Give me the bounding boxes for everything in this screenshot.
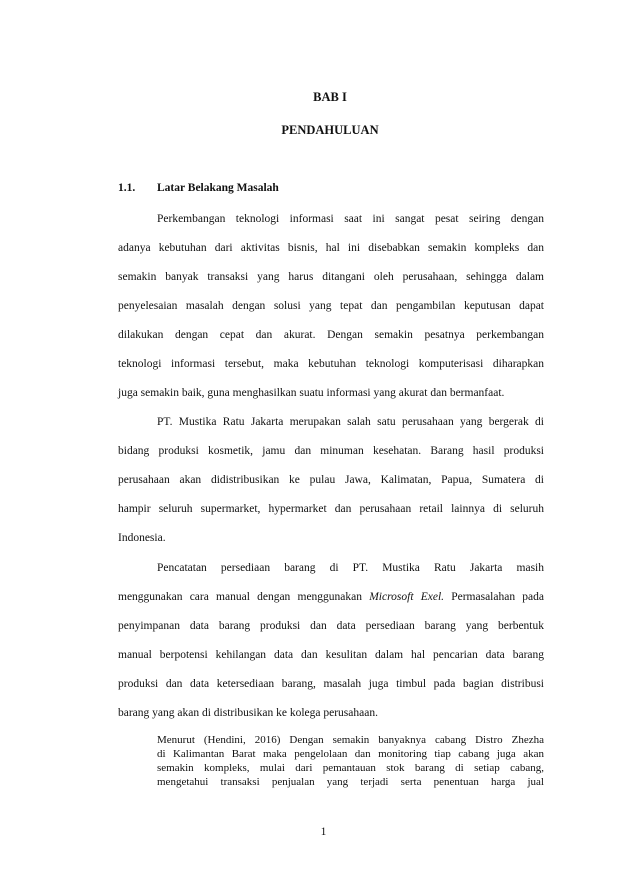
paragraph-3-line: barang yang akan di distribusikan ke kolega perusahaan. [118, 707, 378, 719]
paragraph-3-line-text: Permasalahan pada [451, 591, 544, 603]
paragraph-1-line: teknologi informasi tersebut, maka kebutuhan teknologi komputerisasi diharapkan [118, 358, 544, 370]
quote-line: Menurut (Hendini, 2016) Dengan semakin banyaknya cabang Distro Zhezha [157, 734, 544, 746]
section-number: 1.1. [118, 182, 136, 194]
paragraph-1-line: adanya kebutuhan dari aktivitas bisnis, hal ini disebabkan semakin kompleks dan [118, 242, 544, 254]
paragraph-1-line: dilakukan dengan cepat dan akurat. Dengan semakin pesatnya perkembangan [118, 329, 544, 341]
paragraph-2-line: Indonesia. [118, 532, 166, 544]
paragraph-1-line: penyelesaian masalah dengan solusi yang tepat dan pengambilan keputusan dapat [118, 300, 544, 312]
paragraph-2-line: hampir seluruh supermarket, hypermarket dan perusahaan retail lainnya di seluruh [118, 503, 544, 515]
page-number: 1 [320, 826, 327, 838]
paragraph-2-line: perusahaan akan didistribusikan ke pulau Jawa, Kalimatan, Papua, Sumatera di [118, 474, 544, 486]
paragraph-1-line: Perkembangan teknologi informasi saat ini sangat pesat seiring dengan [157, 213, 544, 225]
quote-line: semakin kompleks, mulai dari pemantauan stok barang di setiap cabang, [157, 762, 544, 774]
paragraph-3-line: produksi dan data ketersediaan barang, masalah juga timbul pada bagian distribusi [118, 678, 544, 690]
paragraph-1-line: semakin banyak transaksi yang harus ditangani oleh perusahaan, sehingga dalam [118, 271, 544, 283]
paragraph-3-line-text: menggunakan cara manual dengan menggunakan [118, 591, 363, 603]
paragraph-2-line: PT. Mustika Ratu Jakarta merupakan salah satu perusahaan yang bergerak di [157, 416, 544, 428]
chapter-title: PENDAHULUAN [281, 123, 379, 137]
quote-line: di Kalimantan Barat maka pengelolaan dan monitoring tiap cabang juga akan [157, 748, 544, 760]
paragraph-2-line: bidang produksi kosmetik, jamu dan minuman kesehatan. Barang hasil produksi [118, 445, 544, 457]
section-title: Latar Belakang Masalah [157, 182, 279, 194]
paragraph-3-line: manual berpotensi kehilangan data dan kesulitan dalam hal pencarian data barang [118, 649, 544, 661]
chapter-number: BAB I [313, 90, 347, 104]
quote-line: mengetahui transaksi penjualan yang terjadi serta penentuan harga jual [157, 776, 544, 788]
emphasis-software-name: Microsoft Exel. [369, 591, 445, 603]
paragraph-3-line: Pencatatan persediaan barang di PT. Mustika Ratu Jakarta masih [157, 562, 544, 574]
paragraph-3-line [118, 591, 544, 604]
paragraph-3-line: penyimpanan data barang produksi dan data persediaan barang yang berbentuk [118, 620, 544, 632]
paragraph-1-line: juga semakin baik, guna menghasilkan suatu informasi yang akurat dan bermanfaat. [118, 387, 505, 399]
